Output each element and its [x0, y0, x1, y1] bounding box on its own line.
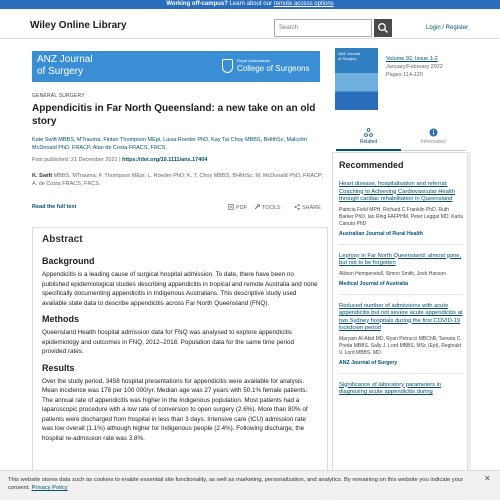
topbar-text: Learn about our — [229, 1, 272, 7]
background-text: Appendicitis is a leading cause of surgical hospital admission. To date, there have been no published epidemiological studies describing appendicitis in tropical and remote Australia and none specifically documenting appendicitis in Indigenous Australians. This descriptive study used available state data to describe appendicitis across Far North Queensland (FNQ). — [42, 271, 318, 307]
tools-button[interactable] — [254, 204, 281, 211]
tab-related[interactable] — [336, 126, 401, 151]
remote-access-link[interactable]: remote access options — [273, 1, 334, 7]
citation-authors — [32, 172, 327, 188]
cover-title — [338, 51, 360, 61]
close-icon[interactable]: ✕ — [484, 474, 491, 483]
cookie-text — [8, 476, 478, 492]
search-input[interactable]: Search — [274, 19, 372, 37]
tools-icon — [254, 204, 260, 210]
journal-cover[interactable] — [335, 48, 378, 110]
pdf-label: PDF — [236, 205, 247, 211]
college-logo — [222, 58, 317, 75]
list-item — [339, 380, 463, 404]
search-button[interactable] — [374, 19, 392, 37]
login-register-link[interactable]: Login / Register — [426, 25, 469, 31]
list-item — [339, 301, 463, 374]
recommended-authors: Patricia Field MPH, Richard C Franklin PhD, Ruth Barker PhD, Ian Ring FAFPHM, Peter Leggat MD, Karla Canuto PhD — [339, 206, 463, 227]
issue-info — [386, 55, 443, 79]
tools-label: TOOLS — [262, 205, 281, 211]
cookie-message: This website stores data such as cookies to enable essential site functionality, as well as marketing, personalization, and analytics. By remaining on this website you indicate your consent. — [8, 477, 464, 491]
recommended-journal[interactable]: Medical Journal of Australia — [339, 280, 408, 287]
methods-heading: Methods — [42, 314, 79, 324]
journal-banner-title — [37, 54, 93, 78]
separator: | — [119, 157, 121, 163]
recommended-journal[interactable]: Australian Journal of Rural Health — [339, 230, 423, 237]
college-crest-icon — [222, 59, 233, 73]
pdf-icon — [228, 204, 234, 210]
recommended-title-link[interactable]: Reduced number of admissions with acute appendicitis but not severe acute appendicitis at two Sydney hospitals during the first COVID-19 lockdown period — [339, 302, 463, 331]
site-header — [0, 9, 500, 39]
related-icon — [364, 128, 373, 137]
sidebar-scrollbar[interactable] — [468, 152, 471, 500]
publication-line — [32, 157, 207, 163]
recommended-authors: Allison Hempenstall, Simon Smith, Josh Hanson — [339, 270, 446, 277]
citation-lead: K. Swift — [32, 173, 53, 179]
recommended-title-link[interactable]: Heart disease, hospitalisation and referral: Coaching to Achieving Cardiovascular Health through cardiac rehabilitation in Queensland — [339, 181, 456, 202]
cookie-banner — [0, 470, 500, 500]
abstract-panel — [32, 227, 328, 500]
journal-title-line1: ANZ Journal — [37, 54, 93, 65]
remote-access-bar — [0, 0, 500, 9]
journal-title-line2: of Surgery — [37, 66, 84, 77]
cover-title-line1: ANZ Journal — [338, 51, 361, 56]
topbar-bold: Working off-campus? — [166, 1, 228, 7]
recommended-title-link[interactable]: Significance of laboratory parameters in diagnosing acute appendicitis during — [339, 381, 442, 395]
college-name: College of Surgeons — [237, 64, 310, 73]
article-title: Appendicitis in Far North Queensland: a new take on an old story — [32, 103, 316, 127]
article-category: GENERAL SURGERY — [32, 93, 85, 99]
sidebar-tabs — [336, 126, 466, 151]
background-heading: Background — [42, 256, 95, 266]
abstract-heading: Abstract — [42, 234, 83, 245]
issue-pages: Pages 114-120 — [386, 72, 423, 78]
site-brand[interactable]: Wiley Online Library — [30, 20, 127, 31]
share-icon — [294, 204, 300, 210]
journal-banner[interactable] — [32, 51, 320, 82]
cover-title-line2: of Surgery — [338, 56, 357, 61]
issue-date: January/February 2022 — [386, 64, 443, 70]
methods-text: Queensland Health hospital admission data for FNQ was analysed to explore appendicitis epidemiology and outcomes in FNQ, 2012–2018. Population data for the same time period provided rates. — [42, 329, 295, 355]
results-heading: Results — [42, 362, 75, 373]
recommended-title-link[interactable]: Leprosy in Far North Queensland: almost gone, but not to be forgotten — [339, 252, 462, 266]
published-date: First published: 21 December 2021 — [32, 157, 118, 163]
citation-rest: MBBS, MTrauma; F. Thompson MEpi; L. Roeder PhD; K. T. Choy MBBS, BHlthSc; M. McDonald PhD, FRACP; A. de Costa FRACS, FRCS. — [32, 173, 324, 187]
search-icon — [377, 22, 389, 34]
share-button[interactable] — [294, 204, 321, 211]
results-text: Over the study period, 3458 hospital presentations for appendicitis were available for analysis. Mean incidence was 178 per 100 000/yr. Median age was 27 years with 50.1% female patients. The annual rate of appendicitis was higher in the Indigenous population. Most patients had a laparoscopic procedure with a low rate of conversion to open surgery (2.6%). More than 80% of patients were discharged from hospital in less than 3 days. Intensive care (ICU) admission rate was low overall (1.1%) although higher for Indigenous people (2.4%). Following discharge, the hospital re-admission rate was 3.8%. — [42, 377, 308, 442]
tab-information[interactable] — [401, 126, 466, 151]
college-sub: Royal Australasian — [237, 58, 271, 63]
pdf-button[interactable] — [228, 204, 247, 211]
privacy-policy-link[interactable]: Privacy Policy — [31, 485, 68, 491]
recommended-authors: Maryam Al-Abid MD, Ryan Petrucci MBChB, Tamara C. Preda MBBS, Sally J. Lord MBBS, MSc (Epi), Reginald V. Lord MBBS, MD — [339, 335, 462, 356]
list-item — [339, 251, 463, 295]
tab-related-label: Related — [359, 139, 378, 145]
recommended-list — [339, 179, 463, 410]
issue-volume-link[interactable]: Volume 92, Issue 1-2 — [386, 56, 438, 62]
read-full-text-link[interactable]: Read the full text — [32, 204, 77, 210]
article-actions — [32, 204, 322, 214]
doi-link[interactable]: https://doi.org/10.1111/ans.17404 — [122, 157, 208, 163]
info-icon — [429, 128, 438, 137]
tab-information-label: Information — [420, 139, 446, 145]
list-item — [339, 179, 463, 245]
share-label: SHARE — [302, 205, 321, 211]
recommended-heading: Recommended — [339, 160, 404, 170]
recommended-journal[interactable]: ANZ Journal of Surgery — [339, 359, 398, 366]
author-list[interactable]: Kate Swift MBBS, MTrauma, Fintan Thompson MEpi, Luisa Roeder PhD, Kay Tai Choy MBBS, BHlthSc, Malcolm McDonald PhD, FRACP, Alan de Costa FRACS, FRCS — [32, 137, 308, 151]
recommended-panel — [332, 152, 468, 500]
